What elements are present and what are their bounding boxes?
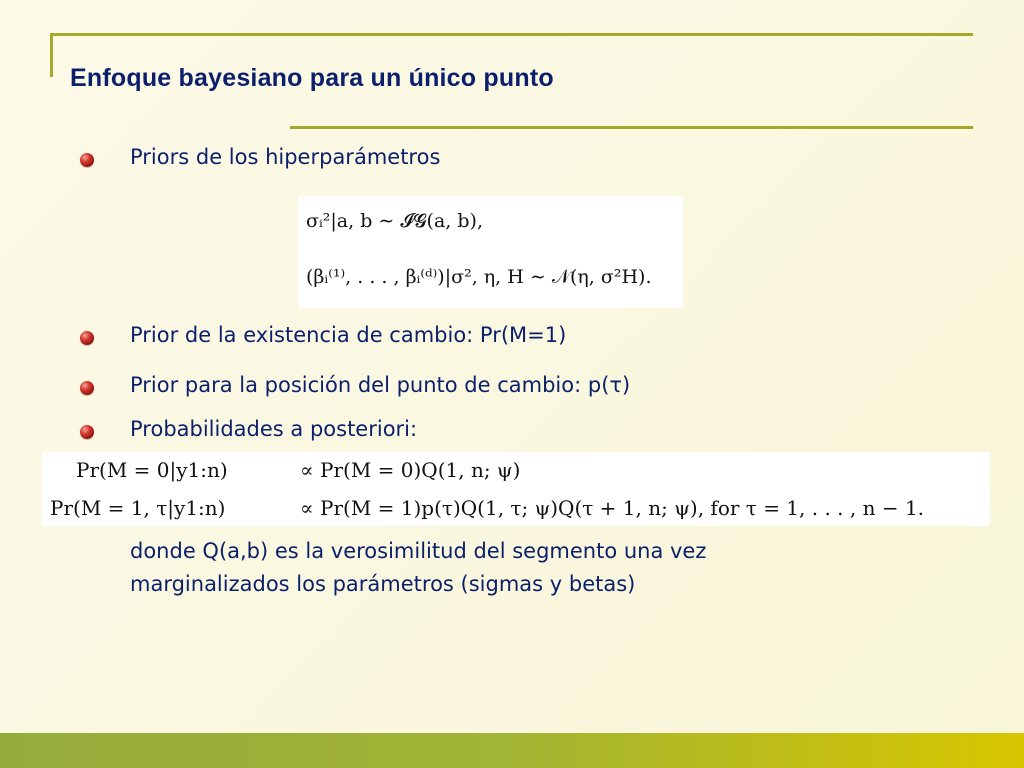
formula-post-m1-prop: ∝ bbox=[300, 496, 314, 520]
slide-title: Enfoque bayesiano para un único punto bbox=[70, 64, 554, 92]
formula-post-m0-prop: ∝ bbox=[300, 458, 314, 482]
bullet-dot-1 bbox=[80, 153, 94, 167]
note-line-2: marginalizados los parámetros (sigmas y betas) bbox=[130, 572, 636, 596]
formula-post-m0-lhs: Pr(M = 0|y1:n) bbox=[76, 458, 228, 482]
note-line-1: donde Q(a,b) es la verosimilitud del segmento una vez bbox=[130, 539, 707, 563]
bullet-dot-3 bbox=[80, 381, 94, 395]
formula-prior-beta: (βᵢ⁽¹⁾, . . . , βᵢ⁽ᵈ⁾)|σ², η, H ∼ 𝒩(η, σ²H). bbox=[306, 266, 652, 288]
bullet-prior-change-position: Prior para la posición del punto de cambio: p(τ) bbox=[130, 373, 631, 397]
bullet-priors-hyperparameters: Priors de los hiperparámetros bbox=[130, 145, 441, 169]
formula-priors-box bbox=[298, 196, 683, 308]
frame-left-line bbox=[50, 33, 53, 77]
bullet-posterior-probabilities: Probabilidades a posteriori: bbox=[130, 417, 418, 441]
bullet-dot-2 bbox=[80, 331, 94, 345]
formula-post-m1-lhs: Pr(M = 1, τ|y1:n) bbox=[50, 496, 226, 520]
bullet-dot-4 bbox=[80, 425, 94, 439]
note-paragraph bbox=[130, 535, 930, 601]
formula-post-m1-rhs: Pr(M = 1)p(τ)Q(1, τ; ψ)Q(τ + 1, n; ψ), for τ = 1, . . . , n − 1. bbox=[320, 496, 925, 520]
formula-posterior-box bbox=[42, 452, 990, 526]
bullet-prior-change-existence: Prior de la existencia de cambio: Pr(M=1) bbox=[130, 323, 567, 347]
frame-top-line bbox=[50, 33, 973, 36]
formula-prior-sigma: σᵢ²|a, b ∼ 𝓘𝓖(a, b), bbox=[306, 210, 483, 232]
formula-post-m0-rhs: Pr(M = 0)Q(1, n; ψ) bbox=[320, 458, 521, 482]
bottom-band bbox=[0, 733, 1024, 768]
title-underline bbox=[290, 126, 973, 129]
